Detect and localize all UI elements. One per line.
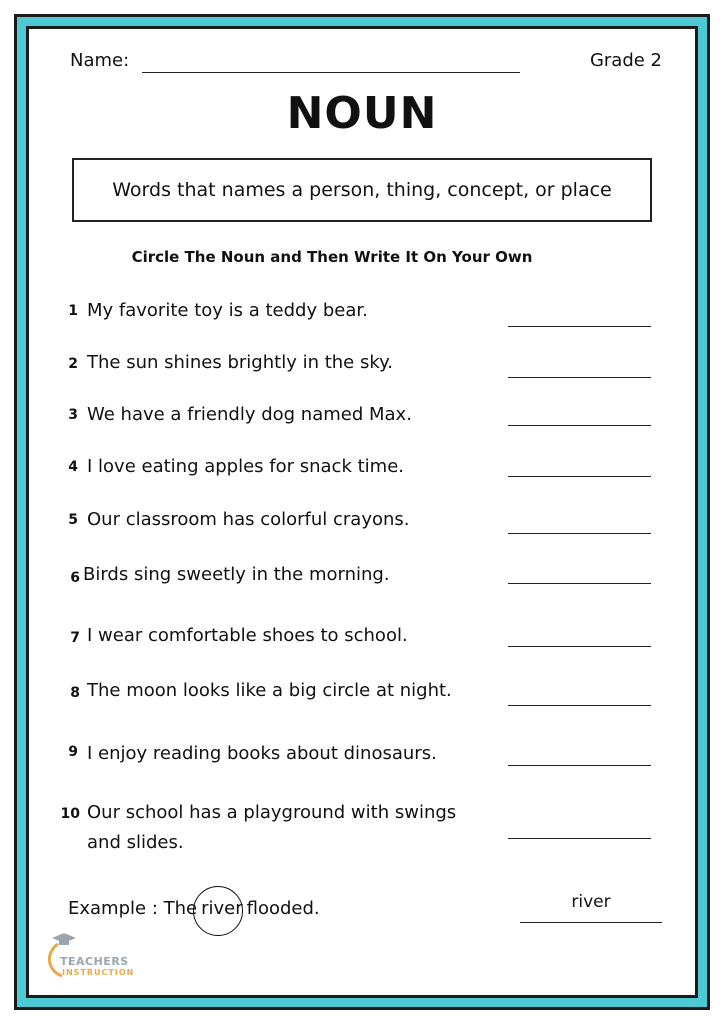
question-text: My favorite toy is a teddy bear.	[87, 300, 368, 321]
example-answer: river	[571, 892, 611, 912]
question-number: 3	[68, 407, 78, 423]
question-text: The moon looks like a big circle at night.	[87, 680, 452, 701]
definition-text: Words that names a person, thing, concept, or place	[112, 179, 612, 201]
example-prefix: Example : The	[68, 898, 198, 919]
question-number: 4	[68, 459, 78, 475]
question-text: Our school has a playground with swings	[87, 802, 457, 823]
name-label: Name:	[70, 50, 130, 71]
answer-line[interactable]	[508, 838, 651, 839]
logo-subtitle: INSTRUCTION	[62, 968, 135, 977]
answer-line[interactable]	[508, 765, 651, 766]
question-number: 5	[68, 512, 78, 528]
answer-line[interactable]	[508, 705, 651, 706]
question-number: 9	[68, 744, 78, 760]
question-text: I enjoy reading books about dinosaurs.	[87, 743, 437, 764]
question-text: The sun shines brightly in the sky.	[87, 352, 393, 373]
example-sentence	[68, 898, 320, 919]
question-number: 6	[70, 570, 80, 586]
page-title: NOUN	[286, 88, 438, 139]
answer-line[interactable]	[508, 425, 651, 426]
question-text: Our classroom has colorful crayons.	[87, 509, 410, 530]
question-number: 8	[70, 685, 80, 701]
question-text: I love eating apples for snack time.	[87, 456, 404, 477]
answer-line[interactable]	[508, 326, 651, 327]
grade-label: Grade 2	[589, 50, 662, 71]
question-text: Birds sing sweetly in the morning.	[83, 564, 390, 585]
question-number: 1	[68, 303, 78, 319]
question-number: 2	[68, 356, 78, 372]
definition-box	[72, 158, 652, 222]
example-suffix: flooded.	[246, 898, 320, 919]
question-text: We have a friendly dog named Max.	[87, 404, 412, 425]
example-answer-line	[520, 922, 662, 923]
graduation-cap-icon	[52, 933, 76, 945]
answer-line[interactable]	[508, 533, 651, 534]
name-input-line[interactable]	[142, 72, 520, 73]
answer-line[interactable]	[508, 646, 651, 647]
question-text-continued: and slides.	[87, 832, 184, 853]
circle-mark	[193, 886, 243, 936]
instruction-text: Circle The Noun and Then Write It On Your Own	[131, 248, 533, 266]
question-number: 7	[70, 630, 80, 646]
logo-name: TEACHERS	[60, 955, 129, 968]
example-circled-word: river	[201, 898, 243, 919]
answer-line[interactable]	[508, 476, 651, 477]
answer-line[interactable]	[508, 377, 651, 378]
answer-line[interactable]	[508, 583, 651, 584]
question-text: I wear comfortable shoes to school.	[87, 625, 408, 646]
question-number: 10	[60, 806, 80, 822]
example-circled-noun	[197, 898, 247, 919]
